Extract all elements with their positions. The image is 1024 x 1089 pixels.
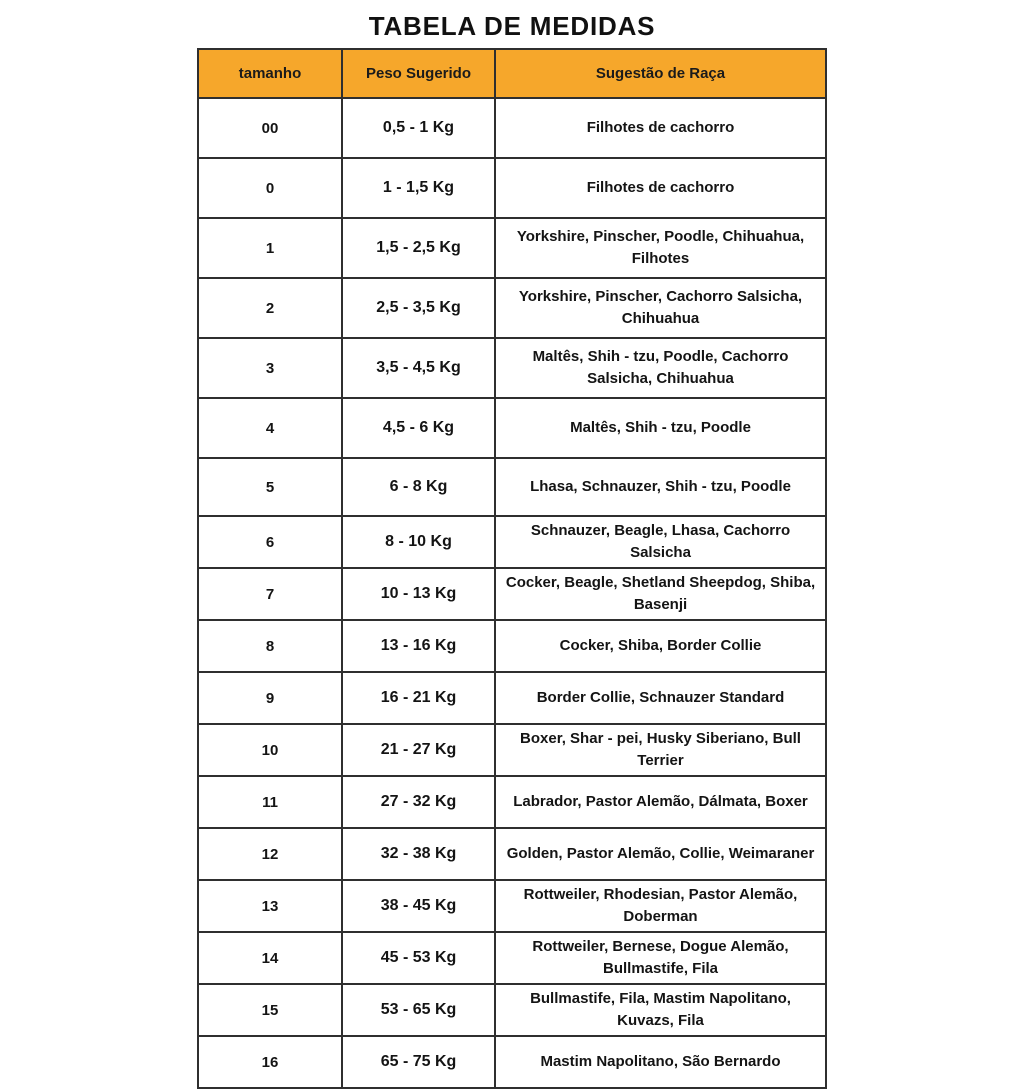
size-cell: 13: [198, 880, 342, 932]
breeds-cell: Yorkshire, Pinscher, Cachorro Salsicha, Chihuahua: [495, 278, 826, 338]
size-chart-page: [0, 11, 1024, 1071]
size-cell: 16: [198, 1036, 342, 1088]
table-row: [198, 338, 826, 398]
weight-cell: 38 - 45 Kg: [342, 880, 495, 932]
size-cell: 2: [198, 278, 342, 338]
table-row: [198, 218, 826, 278]
size-cell: 8: [198, 620, 342, 672]
table-row: [198, 98, 826, 158]
weight-cell: 16 - 21 Kg: [342, 672, 495, 724]
size-cell: 1: [198, 218, 342, 278]
table-row: [198, 158, 826, 218]
weight-cell: 8 - 10 Kg: [342, 516, 495, 568]
breeds-cell: Mastim Napolitano, São Bernardo: [495, 1036, 826, 1088]
size-cell: 14: [198, 932, 342, 984]
breeds-cell: Yorkshire, Pinscher, Poodle, Chihuahua, Filhotes: [495, 218, 826, 278]
weight-cell: 45 - 53 Kg: [342, 932, 495, 984]
breeds-cell: Border Collie, Schnauzer Standard: [495, 672, 826, 724]
table-row: [198, 620, 826, 672]
table-row: [198, 724, 826, 776]
size-cell: 10: [198, 724, 342, 776]
column-header-peso-sugerido: Peso Sugerido: [342, 49, 495, 98]
size-chart-table: [197, 48, 827, 1089]
table-row: [198, 398, 826, 458]
size-cell: 3: [198, 338, 342, 398]
weight-cell: 13 - 16 Kg: [342, 620, 495, 672]
weight-cell: 53 - 65 Kg: [342, 984, 495, 1036]
size-cell: 7: [198, 568, 342, 620]
table-row: [198, 458, 826, 516]
breeds-cell: Lhasa, Schnauzer, Shih - tzu, Poodle: [495, 458, 826, 516]
breeds-cell: Maltês, Shih - tzu, Poodle, Cachorro Salsicha, Chihuahua: [495, 338, 826, 398]
breeds-cell: Cocker, Beagle, Shetland Sheepdog, Shiba, Basenji: [495, 568, 826, 620]
size-cell: 12: [198, 828, 342, 880]
table-row: [198, 984, 826, 1036]
weight-cell: 4,5 - 6 Kg: [342, 398, 495, 458]
column-header-tamanho: tamanho: [198, 49, 342, 98]
breeds-cell: Schnauzer, Beagle, Lhasa, Cachorro Salsicha: [495, 516, 826, 568]
breeds-cell: Cocker, Shiba, Border Collie: [495, 620, 826, 672]
breeds-cell: Rottweiler, Bernese, Dogue Alemão, Bullmastife, Fila: [495, 932, 826, 984]
header-row: [198, 49, 826, 98]
table-row: [198, 568, 826, 620]
weight-cell: 6 - 8 Kg: [342, 458, 495, 516]
size-cell: 4: [198, 398, 342, 458]
size-cell: 6: [198, 516, 342, 568]
table-row: [198, 1036, 826, 1088]
table-row: [198, 672, 826, 724]
breeds-cell: Maltês, Shih - tzu, Poodle: [495, 398, 826, 458]
breeds-cell: Golden, Pastor Alemão, Collie, Weimaraner: [495, 828, 826, 880]
size-cell: 9: [198, 672, 342, 724]
table-row: [198, 516, 826, 568]
weight-cell: 27 - 32 Kg: [342, 776, 495, 828]
weight-cell: 32 - 38 Kg: [342, 828, 495, 880]
size-cell: 00: [198, 98, 342, 158]
weight-cell: 2,5 - 3,5 Kg: [342, 278, 495, 338]
table-row: [198, 932, 826, 984]
table-row: [198, 880, 826, 932]
table-row: [198, 278, 826, 338]
column-header-sugestao-de-raca: Sugestão de Raça: [495, 49, 826, 98]
breeds-cell: Rottweiler, Rhodesian, Pastor Alemão, Doberman: [495, 880, 826, 932]
weight-cell: 65 - 75 Kg: [342, 1036, 495, 1088]
size-cell: 0: [198, 158, 342, 218]
weight-cell: 21 - 27 Kg: [342, 724, 495, 776]
weight-cell: 3,5 - 4,5 Kg: [342, 338, 495, 398]
breeds-cell: Filhotes de cachorro: [495, 158, 826, 218]
table-row: [198, 776, 826, 828]
breeds-cell: Boxer, Shar - pei, Husky Siberiano, Bull Terrier: [495, 724, 826, 776]
weight-cell: 0,5 - 1 Kg: [342, 98, 495, 158]
weight-cell: 1,5 - 2,5 Kg: [342, 218, 495, 278]
breeds-cell: Bullmastife, Fila, Mastim Napolitano, Kuvazs, Fila: [495, 984, 826, 1036]
breeds-cell: Labrador, Pastor Alemão, Dálmata, Boxer: [495, 776, 826, 828]
weight-cell: 1 - 1,5 Kg: [342, 158, 495, 218]
table-row: [198, 828, 826, 880]
page-title: TABELA DE MEDIDAS: [368, 11, 656, 41]
breeds-cell: Filhotes de cachorro: [495, 98, 826, 158]
size-cell: 5: [198, 458, 342, 516]
size-cell: 11: [198, 776, 342, 828]
size-cell: 15: [198, 984, 342, 1036]
weight-cell: 10 - 13 Kg: [342, 568, 495, 620]
